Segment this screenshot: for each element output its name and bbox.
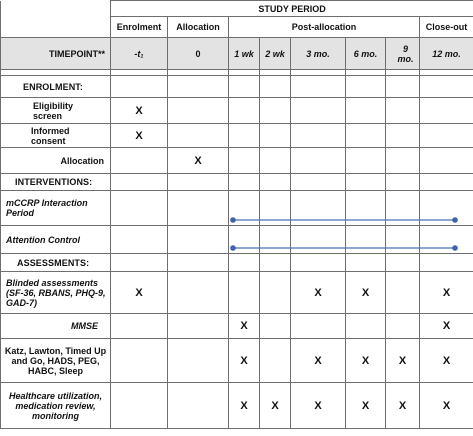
label-blinded: Blinded assessments (SF-36, RBANS, PHQ-9, GAD-7) xyxy=(1,272,111,314)
mark-healthcare-2wk: X xyxy=(260,383,291,429)
timepoint-6mo: 6 mo. xyxy=(346,38,386,70)
timepoint-label: TIMEPOINT** xyxy=(1,38,111,70)
section-assessments: ASSESSMENTS: xyxy=(1,254,111,272)
label-mccrp: mCCRP Interaction Period xyxy=(1,191,111,226)
mark-healthcare-1wk: X xyxy=(229,383,260,429)
timepoint-2wk: 2 wk xyxy=(260,38,291,70)
timepoint-t1: -t₁ xyxy=(111,38,168,70)
label-healthcare: Healthcare utilization, medication review, monitoring xyxy=(1,383,111,429)
mark-blinded-12mo: X xyxy=(420,272,473,314)
timepoint-9mo: 9 mo. xyxy=(386,38,420,70)
mark-katz-9mo: X xyxy=(386,339,420,383)
timepoint-1wk: 1 wk xyxy=(229,38,260,70)
section-enrolment: ENROLMENT: xyxy=(1,76,111,98)
phase-post-allocation: Post-allocation xyxy=(229,17,420,38)
row-mmse xyxy=(1,314,473,339)
label-mmse: MMSE xyxy=(1,314,111,339)
timepoint-12mo: 12 mo. xyxy=(420,38,473,70)
section-interventions-row xyxy=(1,174,473,191)
section-assessments-row xyxy=(1,254,473,272)
row-mccrp xyxy=(1,191,473,226)
row-katz xyxy=(1,339,473,383)
phase-enrolment: Enrolment xyxy=(111,17,168,38)
study-period-row xyxy=(1,1,473,17)
mark-healthcare-9mo: X xyxy=(386,383,420,429)
label-attention: Attention Control xyxy=(1,226,111,254)
row-attention xyxy=(1,226,473,254)
row-consent xyxy=(1,124,473,148)
mark-blinded-6mo: X xyxy=(346,272,386,314)
mark-healthcare-6mo: X xyxy=(346,383,386,429)
mark-blinded-3mo: X xyxy=(291,272,346,314)
mark-healthcare-3mo: X xyxy=(291,383,346,429)
phase-allocation: Allocation xyxy=(168,17,229,38)
row-healthcare xyxy=(1,383,473,429)
timepoint-0: 0 xyxy=(168,38,229,70)
row-blinded xyxy=(1,272,473,314)
timepoint-3mo: 3 mo. xyxy=(291,38,346,70)
section-interventions: INTERVENTIONS: xyxy=(1,174,111,191)
mark-mmse-12mo: X xyxy=(420,314,473,339)
mark-consent-t1: X xyxy=(111,124,168,148)
label-katz: Katz, Lawton, Timed Up and Go, HADS, PEG, HABC, Sleep xyxy=(1,339,111,383)
timepoint-row xyxy=(1,38,473,70)
mark-blinded-t1: X xyxy=(111,272,168,314)
label-eligibility: Eligibility screen xyxy=(1,98,111,124)
row-allocation xyxy=(1,148,473,174)
mark-katz-12mo: X xyxy=(420,339,473,383)
corner-cell-2 xyxy=(1,17,111,38)
study-period-header: STUDY PERIOD xyxy=(111,1,473,17)
mark-eligibility-t1: X xyxy=(111,98,168,124)
row-eligibility xyxy=(1,98,473,124)
section-enrolment-row xyxy=(1,76,473,98)
mark-katz-6mo: X xyxy=(346,339,386,383)
phase-row xyxy=(1,17,473,38)
mark-mmse-1wk: X xyxy=(229,314,260,339)
phase-close-out: Close-out xyxy=(420,17,473,38)
mark-katz-3mo: X xyxy=(291,339,346,383)
corner-cell xyxy=(1,1,111,17)
label-consent: Informed consent xyxy=(1,124,111,148)
mark-allocation-0: X xyxy=(168,148,229,174)
mark-healthcare-12mo: X xyxy=(420,383,473,429)
label-allocation: Allocation xyxy=(1,148,111,174)
mark-katz-1wk: X xyxy=(229,339,260,383)
